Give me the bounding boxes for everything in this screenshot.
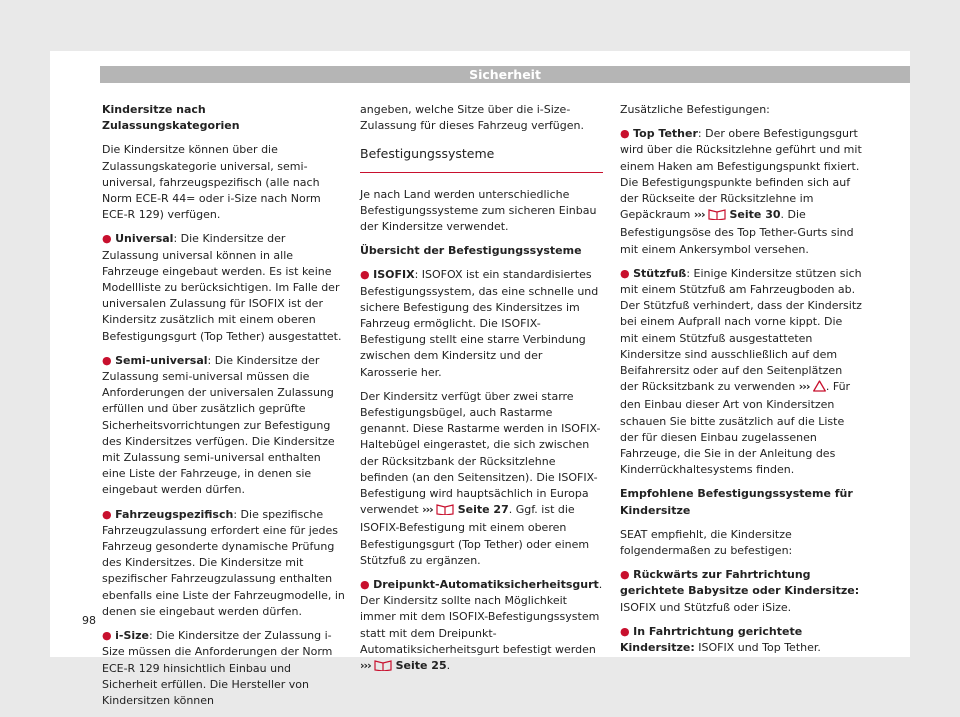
- bullet-icon: ●: [620, 624, 630, 638]
- warning-icon[interactable]: [813, 380, 826, 397]
- page-ref-link[interactable]: Seite 25: [395, 659, 447, 673]
- bullet-icon: ●: [360, 268, 370, 282]
- desc: : Die Kindersitze der Zulassung universal können in alle Fahrzeuge eingebaut werden. Es ist keine Modellliste zu berücksichtigen. Im Falle der universalen Zulassung für ISOFIX ist der Kindersitz zusätzlich mit einem oberen Befestigungsgurt (Top Tether) ausgestattet.: [102, 232, 342, 343]
- term: Stützfuß: [633, 266, 687, 280]
- bullet-icon: ●: [620, 127, 630, 141]
- col3-intro: Zusätzliche Befestigungen:: [620, 103, 770, 116]
- desc: ISOFIX und Top Tether.: [694, 641, 821, 655]
- list-item: [102, 628, 345, 709]
- desc: Der Kindersitz verfügt über zwei starre Befestigungsbügel, auch Rastarme genannt. Diese Rastarme werden in ISOFIX-Haltebügel eingerastet, die sich zwischen der Rücksitzbank der Rücksitzlehne befinden (an den Seitensitzen). Die ISOFIX-Befestigung wird hauptsächlich in Europa verwendet: [360, 389, 601, 517]
- list-item: [620, 567, 863, 616]
- list-item: [620, 126, 863, 258]
- desc: : Der obere Befestigungsgurt wird über die Rücksitzlehne geführt und mit einem Haken am Befestigungspunkt fixiert. Die Befestigungspunkte befinden sich auf der Rückseite der Rücksitzlehne im Gepäckraum: [620, 127, 862, 222]
- term: Universal: [115, 232, 174, 246]
- bullet-icon: ●: [620, 266, 630, 280]
- list-item: [360, 577, 603, 676]
- arrows-icon: ›››: [360, 659, 371, 673]
- list-item: [102, 507, 345, 620]
- col3-paragraph: SEAT empfiehlt, die Kindersitze folgendermaßen zu befestigen:: [620, 527, 793, 558]
- col2-continuation: angeben, welche Sitze über die i-Size-Zulassung für dieses Fahrzeug verfügen.: [360, 103, 584, 133]
- term: Semi-universal: [115, 353, 208, 367]
- desc: : Die Kindersitze der Zulassung semi-universal müssen die Anforderungen der universalen Zulassung erfüllen und über zusätzlich geprüfte Sicherheitsvorrichtungen zur Befestigung des Kindersitzes verfügen. Die Kindersitze mit Zulassung semi-universal enthalten eine Liste der Fahrzeuge, in denen sie eingebaut werden dürfen.: [102, 353, 335, 497]
- header-bar: [100, 66, 910, 83]
- list-item: [620, 624, 863, 656]
- column-2: [360, 102, 603, 684]
- book-icon[interactable]: [708, 208, 726, 225]
- bullet-icon: ●: [102, 629, 112, 643]
- book-icon[interactable]: [436, 503, 454, 520]
- bullet-icon: ●: [360, 578, 370, 592]
- list-item: [360, 267, 603, 380]
- desc: : Die spezifische Fahrzeugzulassung erfordert eine für jedes Fahrzeug gesonderte dynamische Prüfung des Kindersitzes. Die Kindersitze mit spezifischer Fahrzeugzulassung enthalten ebenfalls eine Liste der Fahrzeugmodelle, in denen sie eingebaut werden dürfen.: [102, 507, 345, 618]
- term: ISOFIX: [373, 268, 415, 282]
- term: In Fahrtrichtung gerichtete Kindersitze:: [620, 624, 803, 655]
- list-item: [620, 266, 863, 479]
- desc: ISOFIX und Stützfuß oder iSize.: [620, 600, 792, 614]
- page-title: Sicherheit: [469, 67, 541, 82]
- desc: . Die Befestigungsöse des Top Tether-Gurts sind mit einem Ankersymbol versehen.: [620, 208, 854, 256]
- bullet-icon: ●: [102, 507, 112, 521]
- arrows-icon: ›››: [798, 380, 810, 394]
- bullet-icon: ●: [102, 232, 112, 246]
- list-item: [102, 353, 345, 499]
- page-number: 98: [82, 614, 96, 627]
- col1-intro: Die Kindersitze können über die Zulassungskategorie universal, semi-universal, fahrzeugspezifisch (alle nach Norm ECE-R 44= oder i-Size nach Norm ECE-R 129) verfügen.: [102, 143, 321, 222]
- term: i-Size: [115, 629, 150, 643]
- term: Rückwärts zur Fahrtrichtung gerichtete Babysitze oder Kindersitze:: [620, 568, 860, 598]
- desc: . Ggf. ist die ISOFIX-Befestigung mit einem oberen Befestigungsgurt (Top Tether) oder einem Stützfuß zu ergänzen.: [360, 503, 590, 567]
- term: Dreipunkt-Automatiksicherheitsgurt: [373, 578, 599, 592]
- desc: : Einige Kindersitze stützen sich mit einem Stützfuß am Fahrzeugboden ab. Der Stützfuß verhindert, dass der Kindersitz bei einem Aufprall nach vorne kippt. Die mit einem Stützfuß ausgestatteten Kindersitze sind ausschließlich auf dem Beifahrersitz oder auf den Seitenplätzen der Rücksitzbank zu verwenden: [620, 266, 862, 394]
- arrows-icon: ›››: [422, 503, 433, 517]
- page-ref-link[interactable]: Seite 30: [729, 208, 781, 222]
- desc: .: [446, 659, 451, 673]
- arrows-icon: ›››: [693, 208, 705, 222]
- list-item: [102, 231, 345, 344]
- term: Top Tether: [633, 127, 698, 141]
- col2-paragraph: [360, 389, 603, 569]
- section-heading: Befestigungssysteme: [360, 146, 603, 172]
- desc: : ISOFOX ist ein standardisiertes Befestigungssystem, das eine schnelle und sichere Befestigung des Kindersitzes im Fahrzeug ermöglicht. Die ISOFIX-Befestigung stellt eine starre Verbindung zwischen dem Kindersitz und der Karosserie her.: [360, 268, 599, 379]
- desc: . Für den Einbau dieser Art von Kindersitzen schauen Sie bitte zusätzlich auf die Liste der für diesen Einbau zugelassenen Fahrzeuge, die Sie in der Anleitung des Kinderrückhaltesystems finden.: [620, 380, 851, 477]
- book-icon[interactable]: [374, 659, 392, 676]
- column-1: [102, 102, 345, 717]
- term: Fahrzeugspezifisch: [115, 507, 234, 521]
- desc: : Die Kindersitze der Zulassung i-Size müssen die Anforderungen der Norm ECE-R 129 hinsichtlich Einbau und Sicherheit erfüllen. Die Hersteller von Kindersitzen können: [102, 629, 333, 707]
- desc: . Der Kindersitz sollte nach Möglichkeit immer mit dem ISOFIX-Befestigungssystem statt mit dem Dreipunkt-Automatiksicherheitsgurt befestigt werden: [360, 578, 603, 656]
- col2-subheading: Übersicht der Befestigungssysteme: [360, 244, 582, 258]
- col1-heading: Kindersitze nach Zulassungskategorien: [102, 103, 240, 133]
- page: [50, 51, 910, 707]
- col3-heading: Empfohlene Befestigungssysteme für Kindersitze: [620, 487, 853, 517]
- bullet-icon: ●: [102, 353, 112, 367]
- bullet-icon: ●: [620, 568, 630, 582]
- col2-paragraph: Je nach Land werden unterschiedliche Befestigungssysteme zum sicheren Einbau der Kindersitze verwendet.: [360, 187, 597, 234]
- column-3: [620, 102, 863, 664]
- page-ref-link[interactable]: Seite 27: [457, 503, 509, 517]
